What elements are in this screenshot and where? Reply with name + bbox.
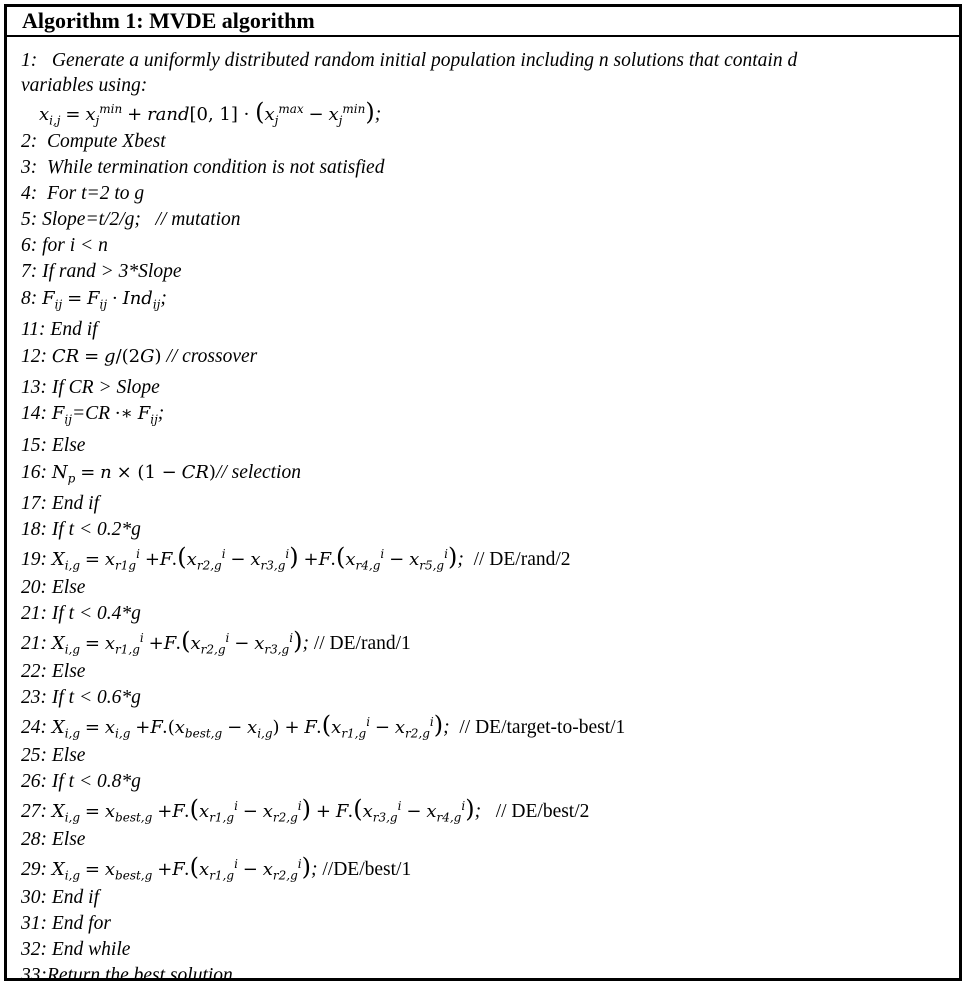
line-26: 26: If t < 0.8*g (21, 771, 141, 792)
line-31: 31: End for (21, 913, 111, 934)
line-33: 33:Return the best solution (21, 965, 233, 986)
line-3: 3: While termination condition is not satisfied (21, 157, 385, 178)
line-2: 2: Compute Xbest (21, 131, 166, 152)
line-1: 1: Generate a uniformly distributed random initial population including n solutions that contain d (21, 50, 798, 71)
line-21a: 21: If t < 0.4*g (21, 603, 141, 624)
line-32: 32: End while (21, 939, 131, 960)
line-27: 27: $X_{i,g} = x_{best,g} +F.(x_{r1,g}^i - x_{r2,g}^i) + F.(x_{r3,g}^i - x_{r4,g}^i)$; // DE/best/2 (21, 795, 590, 825)
line-23: 23: If t < 0.6*g (21, 687, 141, 708)
line-20: 20: Else (21, 577, 86, 598)
line-1-cont: variables using: (21, 75, 148, 96)
line-25: 25: Else (21, 745, 86, 766)
line-16: 16: $N_p = n \times (1 - CR)//$ selection (21, 462, 301, 486)
line-13: 13: If CR > Slope (21, 377, 160, 398)
line-12: 12: CR = g/(2G) // crossover (21, 346, 258, 367)
line-17: 17: End if (21, 493, 99, 514)
line-28: 28: Else (21, 829, 86, 850)
line-1-formula: $x_{i,j} = x_j^{min}$ + rand[0, $1] \cdot (x_j^{max} - x_j^{min})$; (39, 98, 382, 128)
algorithm-box (4, 4, 962, 986)
line-5: 5: Slope=t/2/g; // mutation (21, 209, 241, 230)
line-7: 7: If rand > 3*Slope (21, 261, 182, 282)
line-21b: 21: $X_{i,g} = x_{r1,g}^i +F.(x_{r2,g}^i - x_{r3,g}^i)$; // DE/rand/1 (21, 627, 411, 657)
line-18: 18: If t < 0.2*g (21, 519, 141, 540)
line-29: 29: $X_{i,g} = x_{best,g} +F.(x_{r1,g}^i - x_{r2,g}^i)$; //DE/best/1 (21, 853, 412, 883)
line-11: 11: End if (21, 319, 98, 340)
line-14: 14: $F_{ij}=CR$ ·∗ $F_{ij}$; (21, 403, 165, 427)
line-15: 15: Else (21, 435, 86, 456)
line-30: 30: End if (21, 887, 99, 908)
line-22: 22: Else (21, 661, 86, 682)
algorithm-title: Algorithm 1: MVDE algorithm (7, 7, 959, 37)
line-24: 24: $X_{i,g} = x_{i,g} +F.(x_{best,g} - x_{i,g}) + F.(x_{r1,g}^i - x_{r2,g}^i)$; // DE/target-to-best/1 (21, 711, 626, 741)
line-19: 19: $X_{i,g} = x_{r1g}^i +F.(x_{r2,g}^i - x_{r3,g}^i) +F.(x_{r4,g}^i - x_{r5,g}^i)$; // DE/rand/2 (21, 543, 571, 573)
line-6: 6: for i < n (21, 235, 108, 256)
line-8: 8: $F_{ij} = F_{ij} \cdot Ind_{ij}$; (21, 288, 167, 312)
line-4: 4: For t=2 to g (21, 183, 145, 204)
